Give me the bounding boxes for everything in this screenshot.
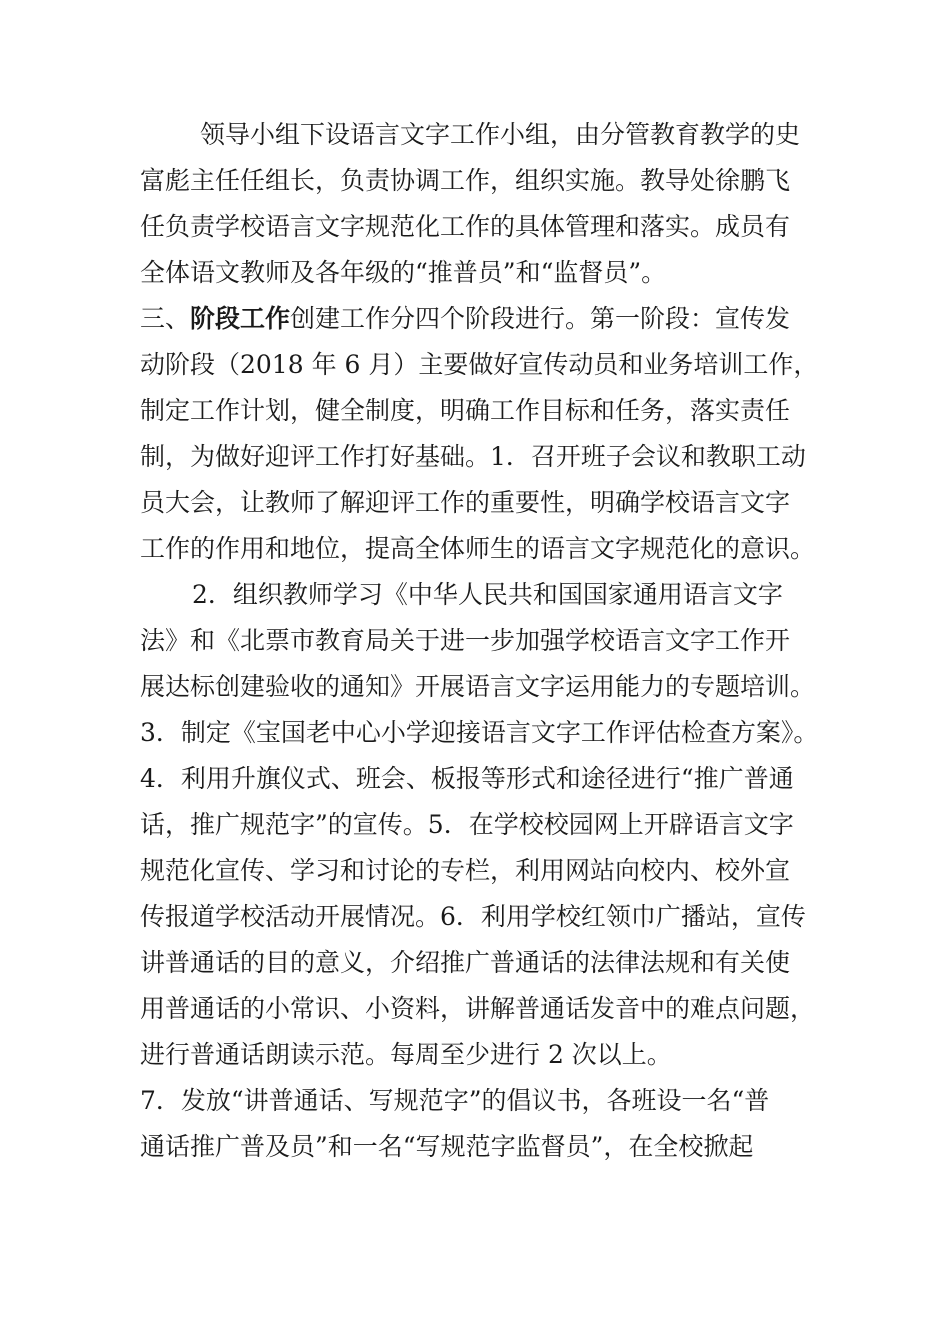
paragraph-line: 动阶段（2018 年 6 月）主要做好宣传动员和业务培训工作，: [140, 350, 819, 379]
paragraph-line: 制定工作计划，健全制度，明确工作目标和任务，落实责任: [140, 396, 791, 425]
paragraph-line: 进行普通话朗读示范。每周至少进行 2 次以上。: [140, 1040, 672, 1069]
paragraph-line: 全体语文教师及各年级的“推普员”和“监督员”。: [140, 258, 667, 287]
paragraph-line: 任负责学校语言文字规范化工作的具体管理和落实。成员有: [140, 212, 791, 241]
paragraph-line: 通话推广普及员”和一名“写规范字监督员”，在全校掀起: [140, 1132, 754, 1161]
section-heading-line: [140, 296, 840, 342]
paragraph-line: 用普通话的小常识、小资料，讲解普通话发音中的难点问题，: [140, 994, 816, 1023]
paragraph-line: 制，为做好迎评工作打好基础。1．召开班子会议和教职工动: [140, 442, 806, 471]
paragraph-line: 3．制定《宝国老中心小学迎接语言文字工作评估检查方案》。: [140, 718, 819, 747]
section-heading: 阶段工作: [190, 304, 291, 333]
paragraph-line: 规范化宣传、学习和讨论的专栏，利用网站向校内、校外宣: [140, 856, 791, 885]
paragraph-line: 7．发放“讲普通话、写规范字”的倡议书，各班设一名“普: [140, 1086, 770, 1115]
paragraph-line: 员大会，让教师了解迎评工作的重要性，明确学校语言文字: [140, 488, 791, 517]
section-number: 三、: [140, 304, 191, 333]
paragraph-line: 展达标创建验收的通知》开展语言文字运用能力的专题培训。: [140, 672, 816, 701]
paragraph-line: 传报道学校活动开展情况。6．利用学校红领巾广播站，宣传: [140, 902, 806, 931]
paragraph-line: 法》和《北票市教育局关于进一步加强学校语言文字工作开: [140, 626, 791, 655]
section-text: 创建工作分四个阶段进行。第一阶段：宣传发: [290, 304, 791, 333]
document-body: [140, 112, 840, 1170]
paragraph-line: 4．利用升旗仪式、班会、板报等形式和途径进行“推广普通: [140, 764, 794, 793]
paragraph-line: 话，推广规范字”的宣传。5．在学校校园网上开辟语言文字: [140, 810, 794, 839]
paragraph-line: 富彪主任任组长，负责协调工作，组织实施。教导处徐鹏飞: [140, 166, 791, 195]
paragraph-line: 讲普通话的目的意义，介绍推广普通话的法律法规和有关使: [140, 948, 791, 977]
paragraph-line: 领导小组下设语言文字工作小组，由分管教育教学的史: [200, 120, 801, 149]
paragraph-line: 工作的作用和地位，提高全体师生的语言文字规范化的意识。: [140, 534, 816, 563]
paragraph-line: 2．组织教师学习《中华人民共和国国家通用语言文字: [192, 580, 783, 609]
